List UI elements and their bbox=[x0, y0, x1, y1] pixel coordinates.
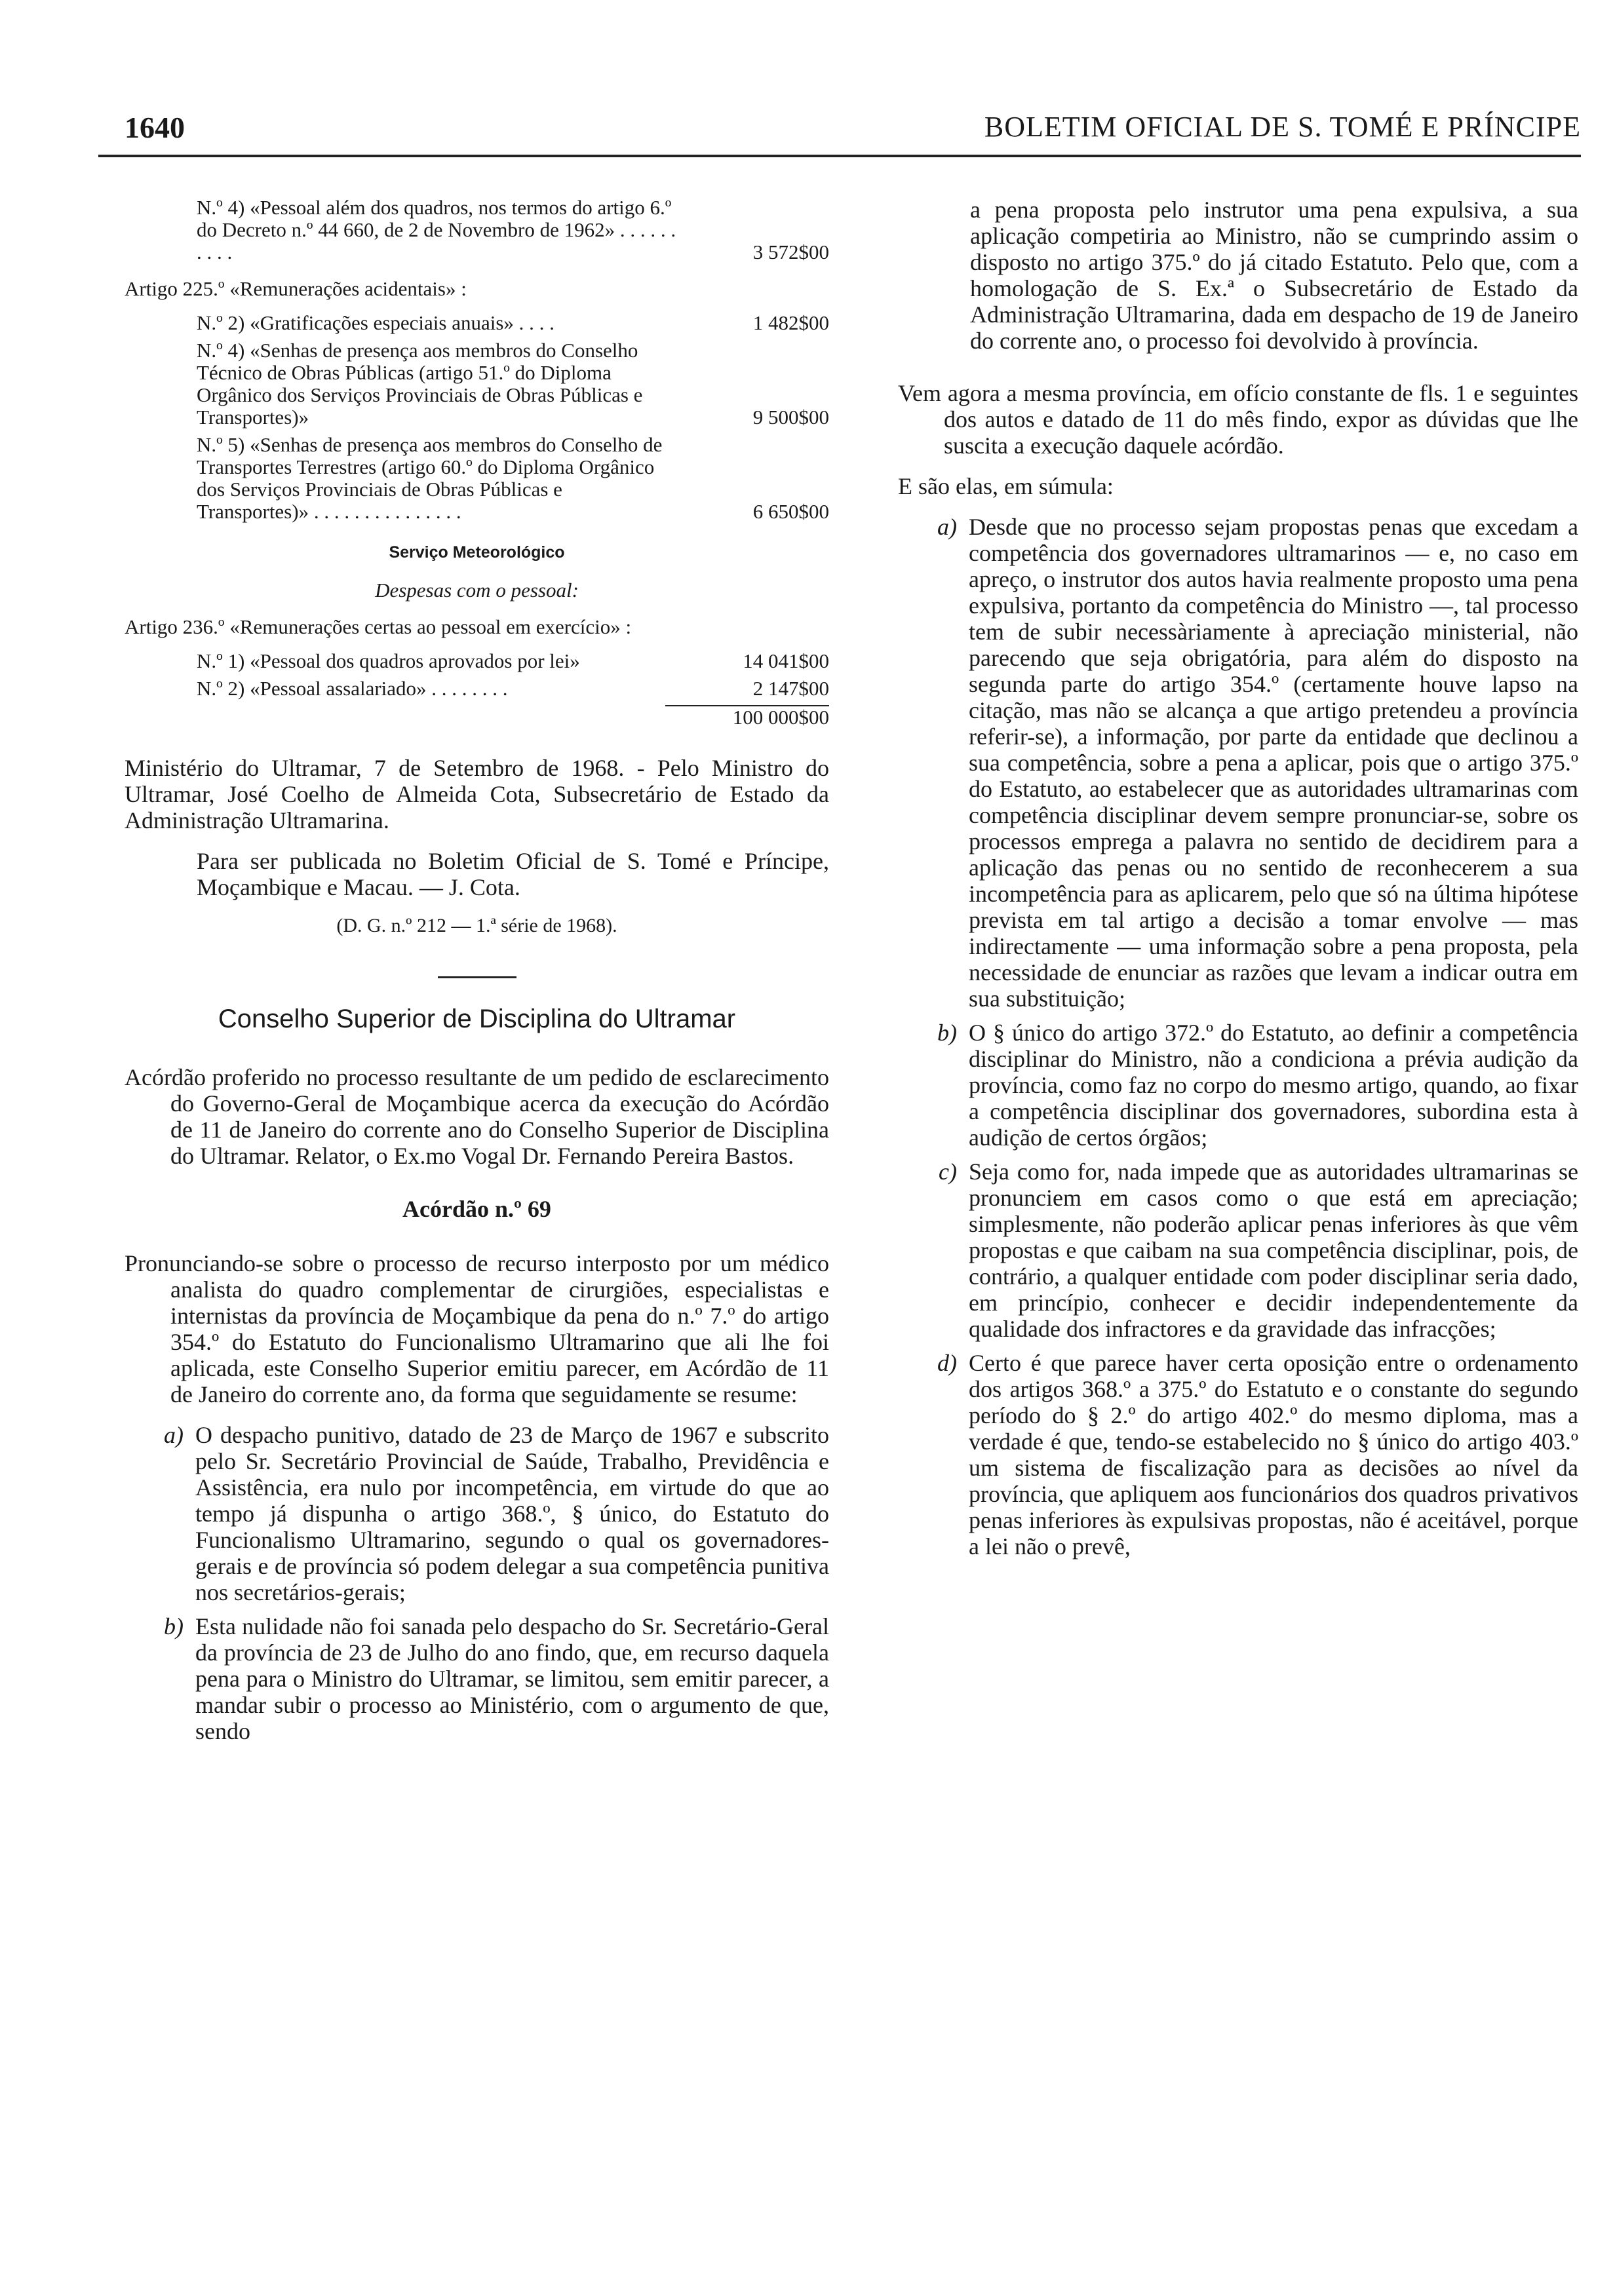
budget-row: N.º 1) «Pessoal dos quadros aprovados por lei» 14 041$00 bbox=[197, 649, 829, 672]
acordao-title: Acórdão n.º 69 bbox=[402, 1196, 551, 1222]
bulletin-title: BOLETIM OFICIAL DE S. TOMÉ E PRÍNCIPE bbox=[984, 111, 1581, 143]
page-number: 1640 bbox=[125, 111, 185, 144]
list-item: b) Esta nulidade não foi sanada pelo despacho do Sr. Secretário-Geral da província de 23 de Julho do ano findo, que, em recurso daquela pena para o Ministro do Ultramar, se limitou, sem emitir parecer, a mandar subir o processo ao Ministério, com o argumento de que, sendo bbox=[164, 1613, 829, 1744]
acordao-intro: Acórdão proferido no processo resultante de um pedido de esclarecimento do Governo-Geral de Moçambique acerca da execução do Acórdão de 11 de Janeiro do corrente ano do Conselho Superior de Disciplina do Ultramar. Relator, o Ex.mo Vogal Dr. Fernando Pereira Bastos. bbox=[125, 1064, 829, 1169]
total-amount: 100 000$00 bbox=[732, 706, 829, 729]
despesas-subheading: Despesas com o pessoal: bbox=[375, 579, 579, 602]
ministerio-signature: Ministério do Ultramar, 7 de Setembro de 1968. - Pelo Ministro do Ultramar, José Coelho de Almeida Cota, Subsecretário de Estado da Administração Ultramarina. bbox=[125, 755, 829, 833]
artigo-225-heading: Artigo 225.º «Remunerações acidentais» : bbox=[125, 277, 467, 300]
budget-row: N.º 4) «Senhas de presença aos membros do Conselho Técnico de Obras Públicas (artigo 51.º do Diploma Orgânico dos Serviços Provinciais de Obras Públicas e Transportes)» 9 500$00 bbox=[197, 339, 829, 429]
header-rule bbox=[98, 155, 1581, 157]
budget-row: N.º 5) «Senhas de presença aos membros do Conselho de Transportes Terrestres (artigo 60.º do Diploma Orgânico dos Serviços Provinciais de Obras Públicas e Transportes)» . . . . . . . . . . . . . . . 6 650$00 bbox=[197, 433, 829, 523]
continued-text: a pena proposta pelo instrutor uma pena expulsiva, a sua aplicação competiria ao Ministro, não se cumprindo assim o disposto no artigo 375.º do já citado Estatuto. Pelo que, com a homologação de S. Ex.ª o Subsecretário de Estado da Administração Ultramarina, dada em despacho de 19 de Janeiro do corrente ano, o processo foi devolvido à província. bbox=[970, 197, 1578, 354]
section-separator bbox=[438, 976, 516, 978]
left-column bbox=[125, 197, 829, 1752]
list-item: a) Desde que no processo sejam propostas penas que excedam a competência dos governadores ultramarinos — e, no caso em apreço, o instrutor dos autos havia realmente proposto uma pena expulsiva, portanto da competência do Ministro —, tal processo tem de subir necessàriamente à apreciação ministerial, não parecendo que seja obrigatória, para além do disposto na segunda parte do artigo 354.º (certamente houve lapso na citação, mas não se alcança a que artigo pretendeu a província referir-se), a informação, por parte da entidade que declinou a sua competência, sobre a pena a aplicar, pois que o artigo 375.º do Estatuto, ao estabelecer que as autoridades ultramarinas com competência disciplinar devem sempre pronunciar-se, sobre os processos emprega a palavra no sentido de decidirem para a aplicação das penas ou no sentido de reconhecerem a sua incompetência para as aplicarem, pelo que só na última hipótese prevista em tal artigo a decisão a tomar envolve — mas indirectamente — uma informação sobre a pena proposta, pela necessidade de enunciar as razões que levam a indicar outra em sua substituição; bbox=[937, 514, 1578, 1012]
right-column bbox=[898, 197, 1578, 1567]
section-title: Conselho Superior de Disciplina do Ultramar bbox=[218, 1004, 736, 1033]
total-row bbox=[125, 706, 829, 729]
budget-row: N.º 2) «Pessoal assalariado» . . . . . . . . 2 147$00 bbox=[197, 677, 829, 700]
list-item: b) O § único do artigo 372.º do Estatuto, ao definir a competência disciplinar do Ministro, não a condiciona a prévia audição da província, como faz no corpo do mesmo artigo, quando, ao fixar a competência disciplinar dos governadores, subordina esta à audição de certos órgãos; bbox=[937, 1020, 1578, 1151]
paragraph: E são elas, em súmula: bbox=[898, 473, 1114, 499]
list-item: c) Seja como for, nada impede que as autoridades ultramarinas se pronunciem em casos como o que está em apreciação; simplesmente, não poderão aplicar penas inferiores às que vêm propostas e que caibam na sua competência disciplinar, pois, de contrário, a qualquer entidade com poder disciplinar seria dado, em princípio, conhecer e decidir independentemente da qualidade dos infractores e da gravidade das infracções; bbox=[939, 1158, 1578, 1342]
budget-row: N.º 2) «Gratificações especiais anuais» . . . . 1 482$00 bbox=[197, 311, 829, 334]
publication-note: Para ser publicada no Boletim Oficial de S. Tomé e Príncipe, Moçambique e Macau. — J. Cota. bbox=[197, 848, 829, 900]
page-header bbox=[98, 110, 1581, 149]
list-item: a) O despacho punitivo, datado de 23 de Março de 1967 e subscrito pelo Sr. Secretário Provincial de Saúde, Trabalho, Previdência e Assistência, era nulo por incompetência, em virtude do que ao tempo já dispunha o artigo 368.º, § único, do Estatuto do Funcionalismo Ultramarino, segundo o qual os governadores-gerais e de província só podem delegar a sua competência punitiva nos secretários-gerais; bbox=[164, 1422, 829, 1605]
list-item: d) Certo é que parece haver certa oposição entre o ordenamento dos artigos 368.º a 375.º do Estatuto e o constante do segundo período do § 2.º do artigo 402.º do mesmo diploma, mas a verdade é que, tendo-se estabelecido no § único do artigo 403.º um sistema de fiscalização para as decisões ao nível da província, que apliquem aos funcionários dos quadros privativos penas inferiores às expulsivas propostas, não é aceitável, porque a lei não o prevê, bbox=[937, 1350, 1578, 1559]
dg-reference: (D. G. n.º 212 — 1.ª série de 1968). bbox=[336, 915, 617, 936]
servico-heading: Serviço Meteorológico bbox=[389, 543, 565, 562]
paragraph: Pronunciando-se sobre o processo de recurso interposto por um médico analista do quadro complementar de cirurgiões, especialistas e internistas da província de Moçambique da pena do n.º 7.º do artigo 354.º do Estatuto do Funcionalismo Ultramarino que ali lhe foi aplicada, este Conselho Superior emitiu parecer, em Acórdão de 11 de Janeiro do corrente ano, da forma que seguidamente se resume: bbox=[125, 1250, 829, 1407]
paragraph: Vem agora a mesma província, em ofício constante de fls. 1 e seguintes dos autos e datado de 11 do mês findo, expor as dúvidas que lhe suscita a execução daquele acórdão. bbox=[898, 380, 1578, 459]
artigo-236-heading: Artigo 236.º «Remunerações certas ao pessoal em exercício» : bbox=[125, 615, 632, 638]
budget-row: N.º 4) «Pessoal além dos quadros, nos termos do artigo 6.º do Decreto n.º 44 660, de 2 de Novembro de 1962» . . . . . . . . . . 3 572$00 bbox=[197, 196, 829, 263]
